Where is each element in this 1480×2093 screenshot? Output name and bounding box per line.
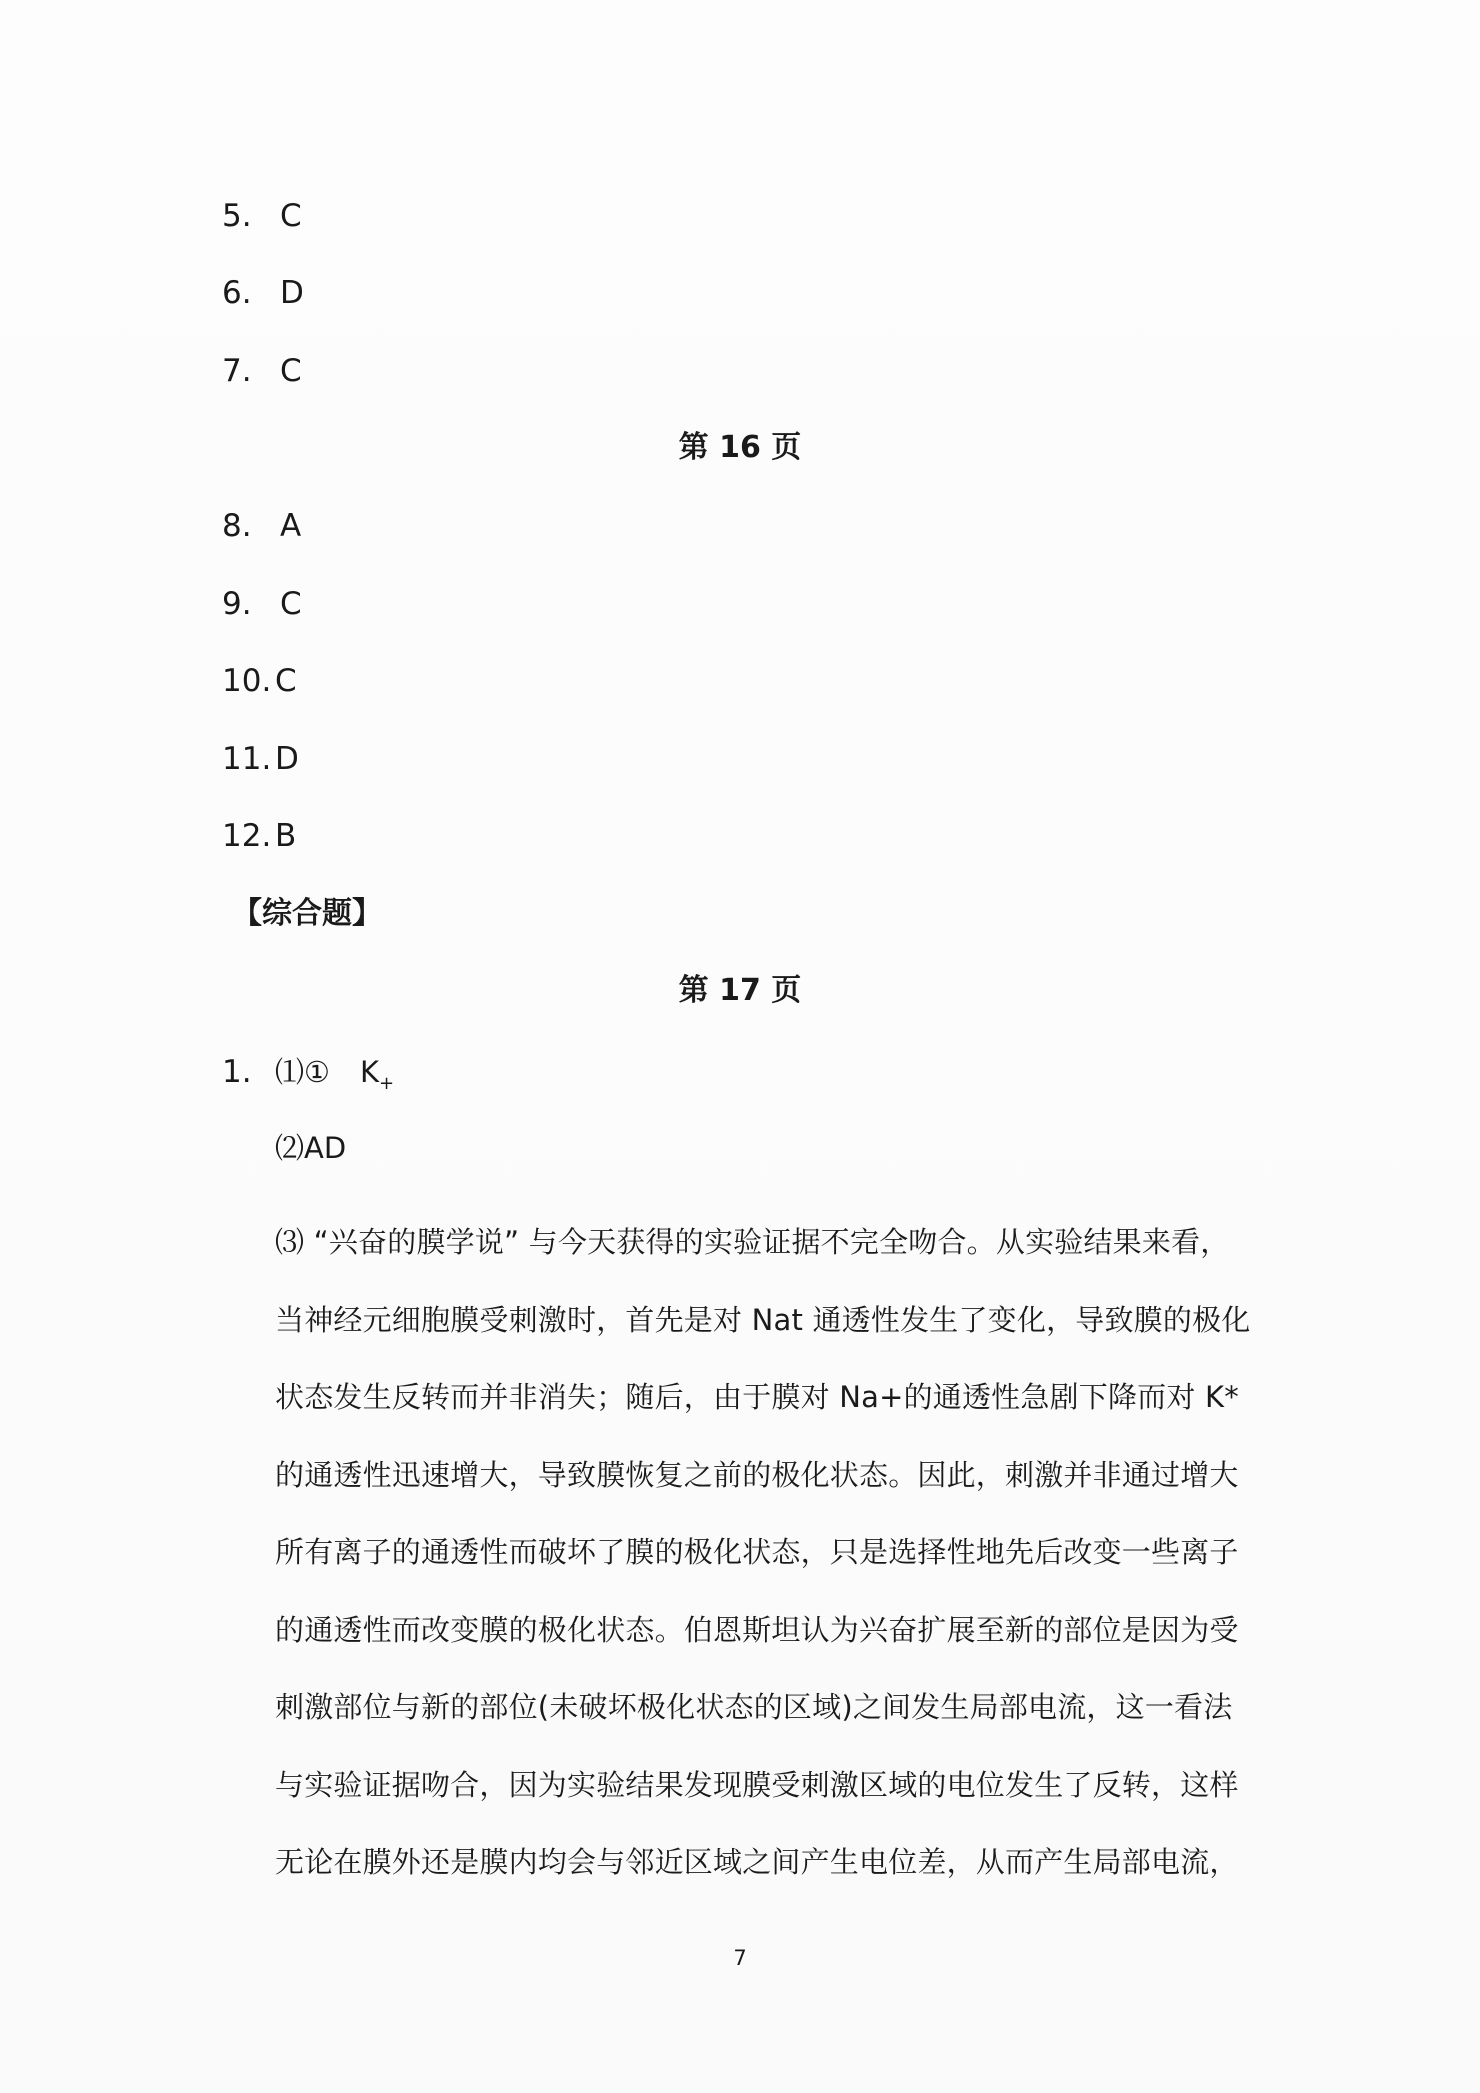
paragraph-line: 状态发生反转而并非消失；随后，由于膜对 Na+的通透性急剧下降而对 K* bbox=[275, 1380, 1239, 1414]
answer-number: 11. bbox=[222, 741, 272, 777]
answer-6 bbox=[222, 273, 304, 313]
question-1-part-2: ⑵AD bbox=[275, 1131, 347, 1165]
answer-number: 5. bbox=[222, 198, 252, 234]
answer-12 bbox=[222, 816, 296, 856]
paragraph-line: 刺激部位与新的部位(未破坏极化状态的区域)之间发生局部电流，这一看法 bbox=[275, 1690, 1233, 1724]
paragraph-line: 的通透性而改变膜的极化状态。伯恩斯坦认为兴奋扩展至新的部位是因为受 bbox=[275, 1612, 1239, 1647]
answer-choice: C bbox=[275, 663, 297, 699]
paragraph-line: ⑶ “兴奋的膜学说” 与今天获得的实验证据不完全吻合。从实验结果来看， bbox=[275, 1225, 1230, 1259]
paragraph-line: 无论在膜外还是膜内均会与邻近区域之间产生电位差，从而产生局部电流， bbox=[275, 1845, 1239, 1879]
question-1-part-1 bbox=[275, 1052, 394, 1104]
answer-number: 12. bbox=[222, 818, 272, 854]
answer-9 bbox=[222, 584, 302, 624]
question-1-number: 1. bbox=[222, 1054, 252, 1090]
answer-choice: C bbox=[280, 586, 302, 622]
answer-choice: B bbox=[275, 818, 297, 854]
page-number: 7 bbox=[733, 1946, 747, 1970]
part-1-answer-charge: + bbox=[379, 1072, 395, 1094]
answer-5 bbox=[222, 196, 302, 236]
answer-choice: C bbox=[280, 353, 302, 389]
part-1-answer: K bbox=[360, 1055, 380, 1089]
section-label: 【综合题】 bbox=[232, 896, 382, 931]
answer-choice: A bbox=[280, 508, 302, 544]
answer-number: 8. bbox=[222, 508, 252, 544]
paragraph-line: 与实验证据吻合，因为实验结果发现膜受刺激区域的电位发生了反转，这样 bbox=[275, 1767, 1239, 1802]
page-17-heading: 第 17 页 bbox=[678, 973, 802, 1008]
paragraph-line: 的通透性迅速增大，导致膜恢复之前的极化状态。因此，刺激并非通过增大 bbox=[275, 1457, 1239, 1492]
answer-7 bbox=[222, 351, 302, 391]
answer-number: 6. bbox=[222, 275, 252, 311]
page-16-heading: 第 16 页 bbox=[678, 430, 802, 465]
answer-number: 10. bbox=[222, 663, 272, 699]
answer-number: 7. bbox=[222, 353, 252, 389]
question-1-part-3 bbox=[275, 1204, 1275, 1902]
answer-8 bbox=[222, 506, 301, 546]
answer-11 bbox=[222, 739, 299, 779]
answer-choice: D bbox=[280, 275, 304, 311]
part-1-label: ⑴① bbox=[275, 1055, 330, 1089]
answer-number: 9. bbox=[222, 586, 252, 622]
paragraph-line: 所有离子的通透性而破坏了膜的极化状态，只是选择性地先后改变一些离子 bbox=[275, 1535, 1239, 1569]
answer-choice: C bbox=[280, 198, 302, 234]
answer-choice: D bbox=[275, 741, 299, 777]
paragraph-line: 当神经元细胞膜受刺激时，首先是对 Nat 通透性发生了变化，导致膜的极化 bbox=[275, 1302, 1251, 1337]
answer-10 bbox=[222, 661, 297, 701]
